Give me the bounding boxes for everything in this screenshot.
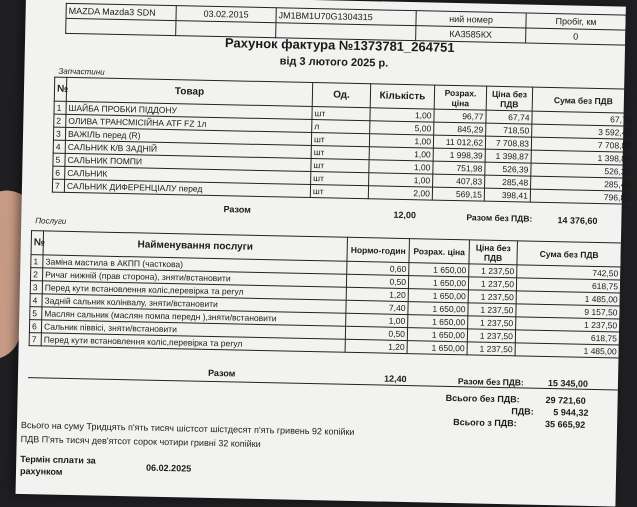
services-header-hours: Нормо-годин: [347, 237, 409, 262]
vat-label: ПДВ:: [511, 406, 534, 417]
parts-header-unit: Од.: [312, 83, 370, 108]
parts-cell-unit: шт: [311, 159, 369, 173]
parts-cell-net: 285,48: [485, 175, 531, 189]
services-cell-price: 1 650,00: [409, 263, 469, 277]
services-cell-no: 7: [29, 333, 41, 346]
parts-header-no: №: [54, 77, 66, 101]
parts-cell-name: САЛЬНИК: [65, 166, 311, 184]
services-cell-price: 1 650,00: [408, 276, 468, 290]
parts-cell-no: 6: [53, 166, 65, 179]
services-total-net: 15 345,00: [547, 378, 589, 389]
services-cell-no: 2: [30, 268, 42, 281]
parts-cell-net: 67,74: [486, 110, 532, 124]
parts-cell-no: 3: [53, 127, 65, 140]
services-cell-sum: 1 237,50: [516, 317, 620, 332]
total-with-vat: 35 665,92: [545, 418, 586, 430]
parts-total-net-label: Разом без ПДВ:: [466, 212, 533, 224]
invoice-paper: [16, 0, 632, 506]
parts-cell-no: 7: [52, 179, 64, 192]
services-cell-hours: 0,50: [346, 274, 408, 288]
parts-cell-name: ШАЙБА ПРОБКИ ПІДДОНУ: [66, 101, 312, 119]
parts-cell-price: 1 998,39: [433, 148, 485, 162]
services-header-no: №: [31, 231, 43, 255]
parts-total-qty: 12,00: [393, 209, 417, 221]
parts-cell-sum: 796,81: [530, 189, 632, 204]
services-cell-no: 6: [29, 320, 41, 333]
parts-cell-price: 569,15: [432, 187, 484, 201]
parts-cell-sum: 1 398,87: [531, 150, 633, 165]
parts-cell-no: 1: [54, 101, 66, 114]
parts-cell-unit: шт: [311, 146, 369, 160]
divider: [28, 377, 618, 390]
parts-cell-price: 407,83: [433, 174, 485, 188]
parts-cell-unit: л: [312, 120, 370, 134]
parts-cell-no: 5: [53, 153, 65, 166]
parts-cell-no: 2: [54, 114, 66, 127]
parts-total-label: Разом: [223, 204, 251, 215]
parts-cell-net: 526,39: [485, 162, 531, 176]
services-cell-sum: 1 485,00: [515, 343, 619, 358]
vat-value: 5 944,32: [553, 407, 589, 418]
services-cell-net: 1 237,50: [468, 277, 516, 291]
parts-cell-qty: 2,00: [368, 186, 432, 200]
total-with-vat-label: Всього з ПДВ:: [453, 417, 517, 429]
services-cell-hours: 1,20: [345, 339, 407, 353]
services-total-hours: 12,40: [383, 373, 407, 385]
services-cell-price: 1 650,00: [408, 315, 468, 329]
parts-header-name: Товар: [66, 77, 312, 106]
payment-term-label: Термін сплати за: [20, 453, 96, 466]
parts-cell-net: 1 398,87: [485, 149, 531, 163]
vehicle-vin: JM1BM1U70G1304315: [276, 8, 416, 26]
services-cell-net: 1 237,50: [468, 303, 516, 317]
parts-header-qty: Кількість: [370, 84, 434, 109]
parts-header-net: Ціна без ПДВ: [486, 86, 532, 111]
parts-cell-price: 845,29: [434, 122, 486, 136]
parts-cell-net: 398,41: [484, 188, 530, 202]
services-cell-net: 1 237,50: [469, 264, 517, 278]
services-cell-name: Сальник піввісі, зняти/встановити: [41, 320, 345, 339]
parts-cell-qty: 1,00: [370, 108, 434, 122]
services-cell-price: 1 650,00: [407, 328, 467, 342]
parts-cell-net: 718,50: [486, 123, 532, 137]
parts-cell-no: 4: [53, 140, 65, 153]
payment-due-date: 06.02.2025: [146, 462, 192, 474]
services-cell-name: Перед кути встановлення коліс,перевірка та регул: [41, 333, 345, 352]
vat-in-words: ПДВ П'ять тисяч дев'ятсот сорок чотири гривні 32 копійки: [20, 433, 261, 450]
services-cell-name: Ричаг нижній (прав сторона), зняти/встановити: [42, 268, 346, 287]
services-cell-hours: 1,00: [346, 313, 408, 327]
services-cell-net: 1 237,50: [468, 290, 516, 304]
parts-total-net: 14 376,60: [557, 215, 598, 227]
vehicle-model: MAZDA Mazda3 SDN: [66, 3, 176, 20]
services-header-name: Найменування послуги: [43, 231, 347, 261]
services-table: [29, 230, 622, 358]
parts-cell-name: САЛЬНИК ПОМПИ: [65, 153, 311, 171]
services-total-label: Разом: [208, 367, 236, 379]
vehicle-plate-header: ний номер: [416, 11, 526, 28]
services-cell-name: Задній сальник колінвалу, зняти/встановити: [42, 294, 346, 313]
services-cell-hours: 1,20: [346, 287, 408, 301]
parts-cell-name: ВАЖІЛЬ перед (R): [65, 127, 311, 145]
services-header-price: Розрах. ціна: [409, 239, 469, 264]
services-cell-net: 1 237,50: [467, 342, 515, 356]
mileage-value: 0: [526, 28, 626, 45]
total-without-vat-label: Всього без ПДВ:: [445, 392, 520, 405]
parts-cell-qty: 1,00: [369, 134, 433, 148]
services-cell-net: 1 237,50: [468, 316, 516, 330]
services-cell-price: 1 650,00: [408, 289, 468, 303]
services-cell-sum: 742,50: [517, 265, 621, 280]
services-cell-hours: 0,60: [347, 261, 409, 275]
services-cell-price: 1 650,00: [408, 302, 468, 316]
parts-cell-sum: 3 592,48: [532, 124, 634, 139]
services-header-net: Ціна без ПДВ: [469, 240, 517, 265]
parts-header-price: Розрах. ціна: [434, 85, 486, 110]
parts-cell-qty: 1,00: [369, 173, 433, 187]
parts-cell-name: САЛЬНИК ДИФЕРЕНЦІАЛУ перед: [64, 179, 310, 197]
parts-cell-sum: 285,48: [531, 176, 633, 191]
parts-cell-price: 96,77: [434, 109, 486, 123]
parts-cell-unit: шт: [311, 133, 369, 147]
parts-cell-price: 751,98: [433, 161, 485, 175]
services-cell-sum: 618,75: [516, 278, 620, 293]
services-cell-sum: 9 157,50: [516, 304, 620, 319]
parts-cell-sum: 526,39: [531, 163, 633, 178]
parts-cell-sum: 7 708,83: [531, 137, 633, 152]
parts-cell-qty: 5,00: [370, 121, 434, 135]
parts-cell-unit: шт: [310, 185, 368, 199]
services-header-sum: Сума без ПДВ: [517, 241, 621, 267]
services-cell-sum: 618,75: [515, 330, 619, 345]
vehicle-date: 03.02.2015: [176, 6, 276, 23]
services-cell-sum: 1 485,00: [516, 291, 620, 306]
parts-table: [52, 77, 635, 205]
services-cell-hours: 0,50: [345, 326, 407, 340]
services-cell-net: 1 237,50: [467, 329, 515, 343]
total-without-vat: 29 721,60: [545, 394, 586, 406]
services-cell-no: 1: [31, 255, 43, 268]
invoice-title: Рахунок фактура №1373781_264751: [224, 35, 455, 55]
services-cell-no: 3: [30, 281, 42, 294]
parts-cell-net: 7 708,83: [485, 136, 531, 150]
mileage-label: Пробіг, км: [526, 13, 626, 30]
services-cell-no: 4: [30, 294, 42, 307]
parts-section-label: Запчастини: [58, 66, 105, 77]
parts-header-sum: Сума без ПДВ: [532, 87, 634, 113]
parts-cell-price: 11 012,62: [433, 135, 485, 149]
payment-term-label-2: рахунком: [19, 465, 63, 477]
amount-in-words: Всього на суму Тридцять п'ять тисяч шістсот шістдесят п'ять гривень 92 копійки: [20, 419, 355, 437]
services-cell-name: Маслян сальник (маслян помпа передн ),зняти/встановити: [42, 307, 346, 326]
services-total-net-label: Разом без ПДВ:: [457, 376, 524, 388]
parts-cell-sum: 67,74: [532, 111, 634, 126]
parts-cell-name: САЛЬНИК К/В ЗАДНІЙ: [65, 140, 311, 158]
services-cell-hours: 7,40: [346, 300, 408, 314]
parts-cell-qty: 1,00: [369, 160, 433, 174]
services-cell-name: Заміна мастила в АКПП (часткова): [43, 255, 347, 274]
parts-cell-qty: 1,00: [369, 147, 433, 161]
parts-cell-unit: шт: [311, 172, 369, 186]
services-cell-name: Перед кути встановлення коліс,перевірка та регул: [42, 281, 346, 300]
services-section-label: Послуги: [35, 216, 67, 226]
services-cell-no: 5: [30, 307, 42, 320]
parts-cell-name: ОЛИВА ТРАНСМІСІЙНА ATF FZ 1л: [66, 114, 312, 132]
services-cell-price: 1 650,00: [407, 341, 467, 355]
invoice-date: від 3 лютого 2025 р.: [279, 55, 389, 70]
parts-cell-unit: шт: [312, 107, 370, 121]
vehicle-plate: КА3585КХ: [416, 26, 526, 43]
